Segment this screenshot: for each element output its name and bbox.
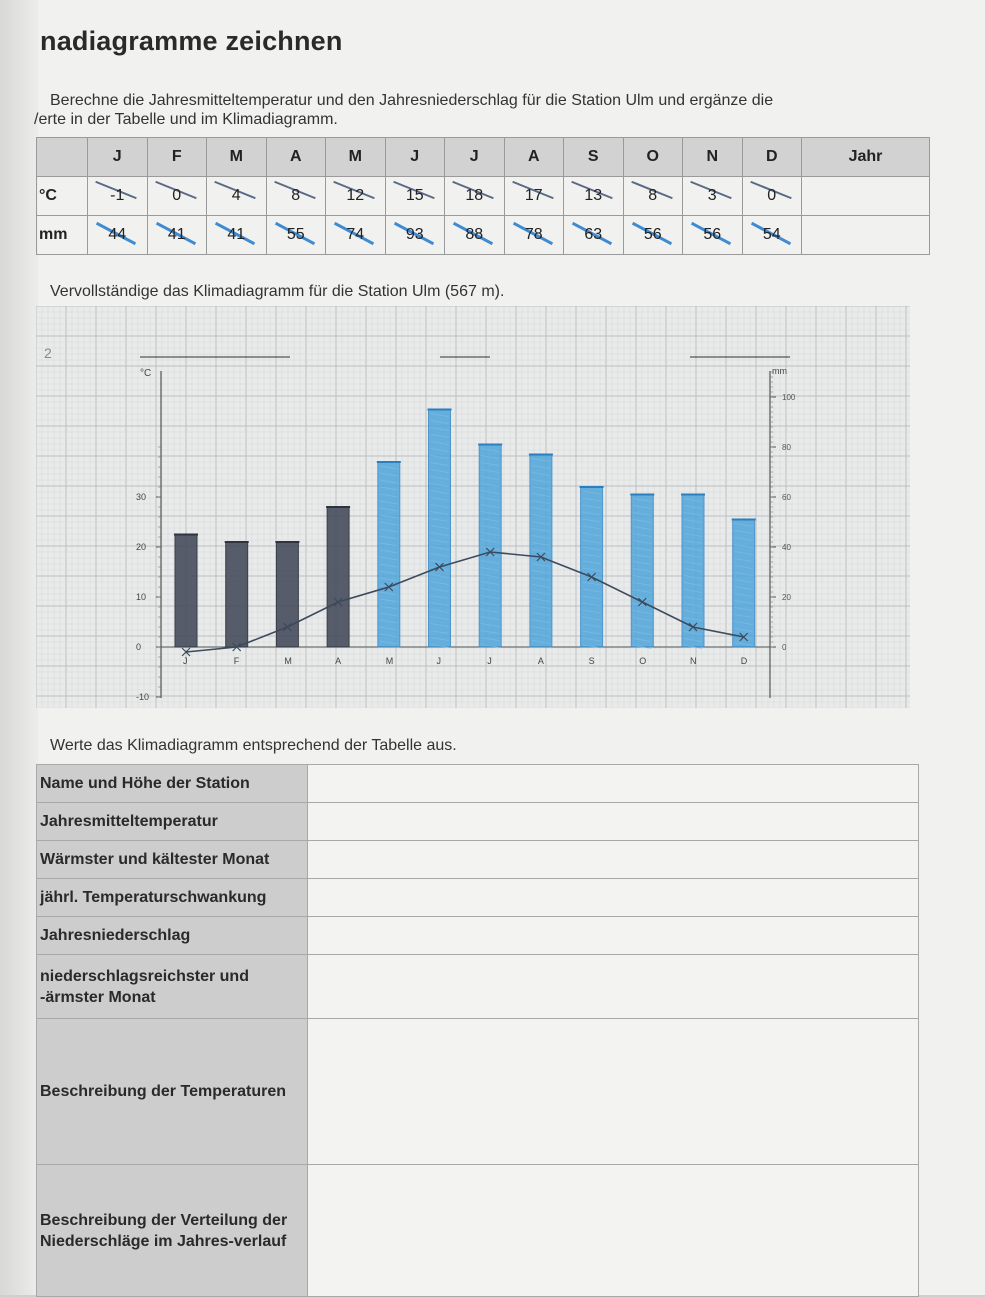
temperature-cell-1[interactable]: [147, 177, 207, 216]
precipitation-cell-10[interactable]: [683, 216, 743, 255]
precipitation-bar: [276, 542, 298, 647]
month-axis-label: A: [335, 656, 342, 666]
climate-table-header-row: [37, 138, 930, 177]
month-header-7: A: [504, 138, 564, 177]
precipitation-cell-0[interactable]: [88, 216, 148, 255]
instruction-1: [34, 91, 774, 129]
precipitation-bar: [226, 542, 248, 647]
evaluation-row-label: Jahresmitteltemperatur: [37, 803, 308, 841]
month-axis-label: O: [639, 656, 647, 666]
temperature-cell-4[interactable]: [326, 177, 386, 216]
evaluation-answer-cell[interactable]: [308, 803, 919, 841]
year-header: Jahr: [802, 138, 930, 177]
month-header-0: J: [88, 138, 148, 177]
evaluation-row-label: Beschreibung der Temperaturen: [37, 1019, 308, 1165]
temperature-value: 0: [767, 187, 777, 204]
temperature-cell-10[interactable]: [683, 177, 743, 216]
instruction-1-line-1: Berechne die Jahresmitteltemperatur und den Jahresniederschlag für die Station Ulm und ergänze die: [50, 92, 774, 109]
left-axis-tick-label: -10: [136, 692, 150, 702]
evaluation-answer-cell[interactable]: [308, 1165, 919, 1297]
left-axis-tick-label: 10: [136, 592, 147, 602]
temperature-cell-11[interactable]: [742, 177, 802, 216]
temperature-row-label: °C: [37, 177, 88, 216]
temperature-cell-6[interactable]: [445, 177, 505, 216]
precipitation-value: 41: [167, 226, 186, 243]
temperature-value: 0: [172, 187, 182, 204]
month-header-9: O: [623, 138, 683, 177]
precipitation-cell-2[interactable]: [207, 216, 267, 255]
temperature-value: 3: [707, 187, 717, 204]
month-axis-label: M: [385, 656, 394, 666]
precipitation-cell-7[interactable]: [504, 216, 564, 255]
evaluation-answer-cell[interactable]: [308, 841, 919, 879]
precipitation-value: 56: [703, 226, 722, 243]
page-title: nadiagramme zeichnen: [40, 26, 343, 56]
right-axis-tick-label: 100: [782, 393, 796, 402]
temperature-cell-9[interactable]: [623, 177, 683, 216]
precipitation-value: 41: [227, 226, 246, 243]
evaluation-answer-cell[interactable]: [308, 765, 919, 803]
evaluation-row-label: niederschlagsreichster und -ärmster Monat: [37, 955, 308, 1019]
month-header-8: S: [564, 138, 624, 177]
month-header-4: M: [326, 138, 386, 177]
evaluation-row: [37, 917, 919, 955]
margin-mark: 2: [44, 345, 52, 361]
instruction-3: Werte das Klimadiagramm entsprechend der Tabelle aus.: [50, 737, 457, 754]
evaluation-answer-cell[interactable]: [308, 955, 919, 1019]
evaluation-row: [37, 1019, 919, 1165]
precipitation-value: 74: [346, 226, 365, 243]
evaluation-row-label: Jahresniederschlag: [37, 917, 308, 955]
precipitation-value: 54: [762, 226, 781, 243]
month-axis-label: J: [487, 656, 492, 666]
temperature-year-cell[interactable]: [802, 177, 930, 216]
temperature-value: -1: [110, 187, 125, 204]
precipitation-cell-11[interactable]: [742, 216, 802, 255]
temperature-value: 8: [291, 187, 301, 204]
precipitation-bar: [175, 535, 197, 648]
instruction-1-line-2: /erte in der Tabelle und im Klimadiagramm.: [34, 111, 338, 128]
temperature-cell-5[interactable]: [385, 177, 445, 216]
climate-chart: [36, 306, 910, 708]
right-axis-unit: mm: [772, 366, 787, 376]
right-axis-tick-label: 80: [782, 443, 791, 452]
precipitation-value: 44: [108, 226, 127, 243]
precipitation-bar: [631, 495, 653, 648]
temperature-value: 8: [648, 187, 658, 204]
month-axis-label: S: [588, 656, 595, 666]
month-header-6: J: [445, 138, 505, 177]
evaluation-row-label: Wärmster und kältester Monat: [37, 841, 308, 879]
precipitation-year-cell[interactable]: [802, 216, 930, 255]
left-axis-unit: °C: [140, 368, 152, 379]
month-axis-label: J: [436, 656, 441, 666]
precipitation-value: 55: [286, 226, 305, 243]
climate-table-precipitation-row: [37, 216, 930, 255]
precipitation-bar: [581, 487, 603, 647]
page-edge-shadow: [0, 0, 38, 1295]
temperature-value: 4: [231, 187, 241, 204]
temperature-value: 17: [524, 187, 543, 204]
temperature-cell-2[interactable]: [207, 177, 267, 216]
right-axis-tick-label: 0: [782, 643, 787, 652]
month-header-2: M: [207, 138, 267, 177]
month-header-1: F: [147, 138, 207, 177]
precipitation-cell-8[interactable]: [564, 216, 624, 255]
left-axis-tick-label: 0: [136, 642, 142, 652]
precipitation-cell-3[interactable]: [266, 216, 326, 255]
evaluation-row: [37, 803, 919, 841]
temperature-cell-8[interactable]: [564, 177, 624, 216]
left-axis-tick-label: 30: [136, 492, 147, 502]
precipitation-cell-6[interactable]: [445, 216, 505, 255]
evaluation-row: [37, 841, 919, 879]
evaluation-table: [36, 764, 919, 1297]
month-header-3: A: [266, 138, 326, 177]
precipitation-value: 88: [465, 226, 484, 243]
evaluation-row-label: jährl. Temperaturschwankung: [37, 879, 308, 917]
precipitation-bar: [682, 495, 704, 648]
month-axis-label: N: [690, 656, 697, 666]
climate-table-corner: [37, 138, 88, 177]
temperature-cell-7[interactable]: [504, 177, 564, 216]
evaluation-answer-cell[interactable]: [308, 1019, 919, 1165]
evaluation-row: [37, 765, 919, 803]
evaluation-row: [37, 955, 919, 1019]
precipitation-value: 93: [405, 226, 424, 243]
precipitation-cell-5[interactable]: [385, 216, 445, 255]
climate-table-temperature-row: [37, 177, 930, 216]
precipitation-bar: [327, 507, 349, 647]
precipitation-row-label: mm: [37, 216, 88, 255]
evaluation-row: [37, 879, 919, 917]
right-axis-tick-label: 20: [782, 593, 791, 602]
temperature-cell-3[interactable]: [266, 177, 326, 216]
temperature-cell-0[interactable]: [88, 177, 148, 216]
temperature-value: 12: [346, 187, 365, 204]
precipitation-value: 56: [643, 226, 662, 243]
precipitation-cell-9[interactable]: [623, 216, 683, 255]
evaluation-answer-cell[interactable]: [308, 917, 919, 955]
month-axis-label: F: [233, 656, 240, 666]
right-axis-tick-label: 40: [782, 543, 791, 552]
climate-table: [36, 137, 930, 255]
instruction-2: Vervollständige das Klimadiagramm für die Station Ulm (567 m).: [50, 283, 505, 300]
temperature-value: 13: [584, 187, 603, 204]
evaluation-row-label: Name und Höhe der Station: [37, 765, 308, 803]
precipitation-cell-1[interactable]: [147, 216, 207, 255]
month-header-11: D: [742, 138, 802, 177]
evaluation-answer-cell[interactable]: [308, 879, 919, 917]
month-header-10: N: [683, 138, 743, 177]
right-axis-tick-label: 60: [782, 493, 791, 502]
evaluation-row-label: Beschreibung der Verteilung der Niederschläge im Jahres-verlauf: [37, 1165, 308, 1297]
left-axis-tick-label: 20: [136, 542, 147, 552]
temperature-value: 15: [405, 187, 424, 204]
month-axis-label: J: [183, 656, 188, 666]
temperature-value: 18: [465, 187, 484, 204]
month-axis-label: D: [740, 656, 748, 666]
month-axis-label: M: [284, 656, 292, 666]
climate-chart-svg: [36, 306, 910, 708]
precipitation-cell-4[interactable]: [326, 216, 386, 255]
evaluation-row: [37, 1165, 919, 1297]
precipitation-value: 63: [584, 226, 603, 243]
month-header-5: J: [385, 138, 445, 177]
precipitation-value: 78: [524, 226, 543, 243]
month-axis-label: A: [537, 656, 544, 666]
